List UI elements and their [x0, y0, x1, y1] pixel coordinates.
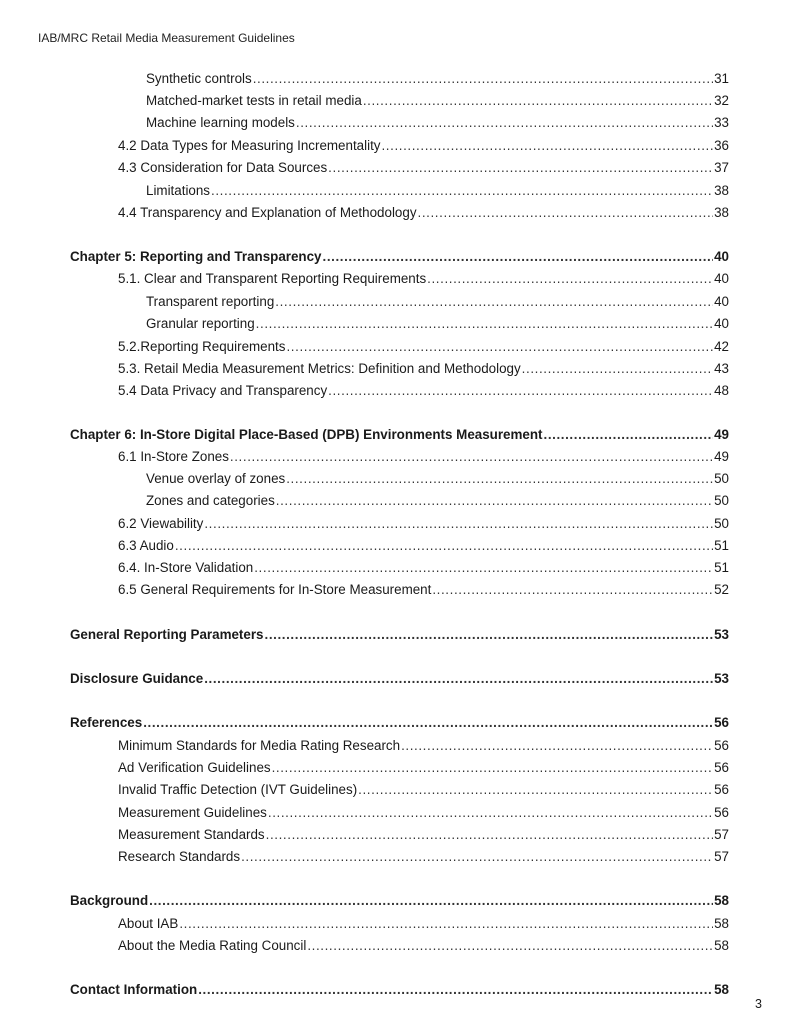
toc-entry[interactable]: [118, 737, 729, 755]
toc-entry[interactable]: [118, 937, 729, 955]
toc-entry[interactable]: [118, 338, 729, 356]
toc-entry-title: Chapter 5: Reporting and Transparency: [70, 249, 322, 264]
toc-entry-title: 5.3. Retail Media Measurement Metrics: Definition and Methodology: [118, 361, 521, 376]
dot-leader: [268, 804, 713, 822]
dot-leader: [307, 937, 713, 955]
toc-entry-title: Chapter 6: In-Store Digital Place-Based (DPB) Environments Measurement: [70, 427, 543, 442]
toc-entry-title: 5.4 Data Privacy and Transparency: [118, 383, 328, 398]
toc-entry[interactable]: [146, 92, 729, 110]
dot-leader: [198, 981, 713, 999]
toc-entry[interactable]: [70, 626, 729, 644]
toc-entry[interactable]: [146, 470, 729, 488]
toc-entry-title: 4.4 Transparency and Explanation of Methodology: [118, 205, 417, 220]
toc-entry-title: Transparent reporting: [146, 294, 275, 309]
toc-entry[interactable]: [146, 114, 729, 132]
toc-entry[interactable]: [118, 515, 729, 533]
toc-entry-page: 38: [714, 205, 729, 220]
dot-leader: [256, 315, 713, 333]
dot-leader: [275, 293, 713, 311]
toc-entry[interactable]: [118, 826, 729, 844]
toc-entry[interactable]: [118, 270, 729, 288]
dot-leader: [253, 70, 713, 88]
dot-leader: [328, 159, 713, 177]
toc-entry-page: 53: [714, 627, 729, 642]
dot-leader: [363, 92, 713, 110]
toc-entry-title: 6.1 In-Store Zones: [118, 449, 229, 464]
toc-entry-page: 58: [714, 938, 729, 953]
dot-leader: [266, 826, 713, 844]
dot-leader: [265, 626, 714, 644]
dot-leader: [286, 338, 713, 356]
toc-entry-page: 50: [714, 471, 729, 486]
dot-leader: [179, 915, 713, 933]
dot-leader: [204, 515, 713, 533]
dot-leader: [323, 248, 714, 266]
toc-entry[interactable]: [118, 559, 729, 577]
toc-entry[interactable]: [118, 759, 729, 777]
toc-entry[interactable]: [146, 315, 729, 333]
dot-leader: [358, 781, 713, 799]
toc-entry[interactable]: [146, 182, 729, 200]
toc-entry-page: 58: [714, 982, 729, 997]
toc-entry-title: 6.2 Viewability: [118, 516, 204, 531]
toc-entry[interactable]: [146, 492, 729, 510]
toc-entry-title: 5.1. Clear and Transparent Reporting Requirements: [118, 271, 427, 286]
toc-entry-page: 32: [714, 93, 729, 108]
dot-leader: [522, 360, 713, 378]
toc-entry-title: Research Standards: [118, 849, 241, 864]
toc-entry[interactable]: [118, 537, 729, 555]
toc-entry-title: Ad Verification Guidelines: [118, 760, 271, 775]
toc-entry-page: 58: [714, 916, 729, 931]
dot-leader: [204, 670, 713, 688]
toc-entry-page: 33: [714, 115, 729, 130]
toc-entry[interactable]: [118, 204, 729, 222]
toc-entry-title: Contact Information: [70, 982, 198, 997]
toc-entry-page: 56: [714, 738, 729, 753]
toc-entry-title: About IAB: [118, 916, 179, 931]
toc-entry-title: Minimum Standards for Media Rating Research: [118, 738, 401, 753]
toc-entry-page: 43: [714, 361, 729, 376]
dot-leader: [432, 581, 713, 599]
toc-entry[interactable]: [118, 360, 729, 378]
toc-entry-title: Machine learning models: [146, 115, 295, 130]
toc-entry[interactable]: [70, 426, 729, 444]
toc-entry-page: 31: [714, 71, 729, 86]
toc-entry[interactable]: [70, 248, 729, 266]
toc-entry-title: Measurement Standards: [118, 827, 265, 842]
toc-entry-title: Disclosure Guidance: [70, 671, 204, 686]
toc-entry[interactable]: [70, 670, 729, 688]
dot-leader: [296, 114, 713, 132]
dot-leader: [401, 737, 713, 755]
toc-entry-title: 6.3 Audio: [118, 538, 174, 553]
dot-leader: [381, 137, 713, 155]
dot-leader: [544, 426, 714, 444]
toc-entry-page: 57: [714, 849, 729, 864]
toc-entry-page: 56: [714, 760, 729, 775]
toc-entry[interactable]: [118, 915, 729, 933]
dot-leader: [276, 492, 713, 510]
dot-leader: [286, 470, 713, 488]
dot-leader: [427, 270, 713, 288]
toc-entry-page: 48: [714, 383, 729, 398]
dot-leader: [211, 182, 713, 200]
dot-leader: [230, 448, 713, 466]
toc-entry-page: 40: [714, 316, 729, 331]
toc-entry-title: Measurement Guidelines: [118, 805, 267, 820]
toc-entry-page: 38: [714, 183, 729, 198]
toc-entry-title: 6.4. In-Store Validation: [118, 560, 254, 575]
toc-entry-page: 57: [714, 827, 729, 842]
toc-entry[interactable]: [118, 781, 729, 799]
toc-entry-page: 56: [714, 805, 729, 820]
toc-entry-page: 51: [714, 538, 729, 553]
dot-leader: [272, 759, 714, 777]
page-number: 3: [755, 997, 762, 1011]
toc-entry-page: 52: [714, 582, 729, 597]
toc-entry-page: 58: [714, 893, 729, 908]
toc-entry-title: Invalid Traffic Detection (IVT Guidelines): [118, 782, 358, 797]
toc-entry[interactable]: [146, 293, 729, 311]
toc-entry[interactable]: [118, 159, 729, 177]
toc-entry[interactable]: [118, 382, 729, 400]
toc-entry[interactable]: [146, 70, 729, 88]
toc-entry[interactable]: [118, 581, 729, 599]
toc-entry-title: Granular reporting: [146, 316, 255, 331]
toc-entry-page: 56: [714, 782, 729, 797]
dot-leader: [254, 559, 713, 577]
toc-entry[interactable]: [70, 714, 729, 732]
toc-entry-page: 50: [714, 493, 729, 508]
dot-leader: [149, 892, 713, 910]
toc-entry-page: 40: [714, 294, 729, 309]
toc-entry-title: General Reporting Parameters: [70, 627, 264, 642]
toc-entry-page: 50: [714, 516, 729, 531]
toc-entry-title: Synthetic controls: [146, 71, 252, 86]
toc-entry-title: Venue overlay of zones: [146, 471, 286, 486]
toc-entry-title: About the Media Rating Council: [118, 938, 307, 953]
toc-entry[interactable]: [70, 892, 729, 910]
toc-entry-page: 51: [714, 560, 729, 575]
dot-leader: [418, 204, 714, 222]
toc-entry-title: Background: [70, 893, 149, 908]
toc-entry-page: 40: [714, 249, 729, 264]
toc-entry[interactable]: [118, 848, 729, 866]
toc-entry-title: 6.5 General Requirements for In-Store Measurement: [118, 582, 432, 597]
toc-entry-page: 36: [714, 138, 729, 153]
toc-entry-page: 49: [714, 449, 729, 464]
toc-entry-title: 5.2.Reporting Requirements: [118, 339, 286, 354]
toc-entry-page: 37: [714, 160, 729, 175]
toc-entry-title: 4.3 Consideration for Data Sources: [118, 160, 328, 175]
dot-leader: [143, 714, 713, 732]
toc-entry-page: 49: [714, 427, 729, 442]
toc-entry[interactable]: [70, 981, 729, 999]
toc-entry-title: 4.2 Data Types for Measuring Incrementality: [118, 138, 381, 153]
dot-leader: [241, 848, 713, 866]
toc-entry-page: 40: [714, 271, 729, 286]
toc-entry[interactable]: [118, 804, 729, 822]
running-header: IAB/MRC Retail Media Measurement Guidelines: [38, 31, 295, 45]
toc-entry-page: 53: [714, 671, 729, 686]
toc-entry-title: Zones and categories: [146, 493, 275, 508]
toc-entry-title: References: [70, 715, 143, 730]
toc-entry[interactable]: [118, 448, 729, 466]
toc-entry-title: Limitations: [146, 183, 211, 198]
toc-entry-page: 56: [714, 715, 729, 730]
toc-entry-title: Matched-market tests in retail media: [146, 93, 362, 108]
dot-leader: [175, 537, 713, 555]
toc-entry-page: 42: [714, 339, 729, 354]
toc-entry[interactable]: [118, 137, 729, 155]
dot-leader: [328, 382, 713, 400]
